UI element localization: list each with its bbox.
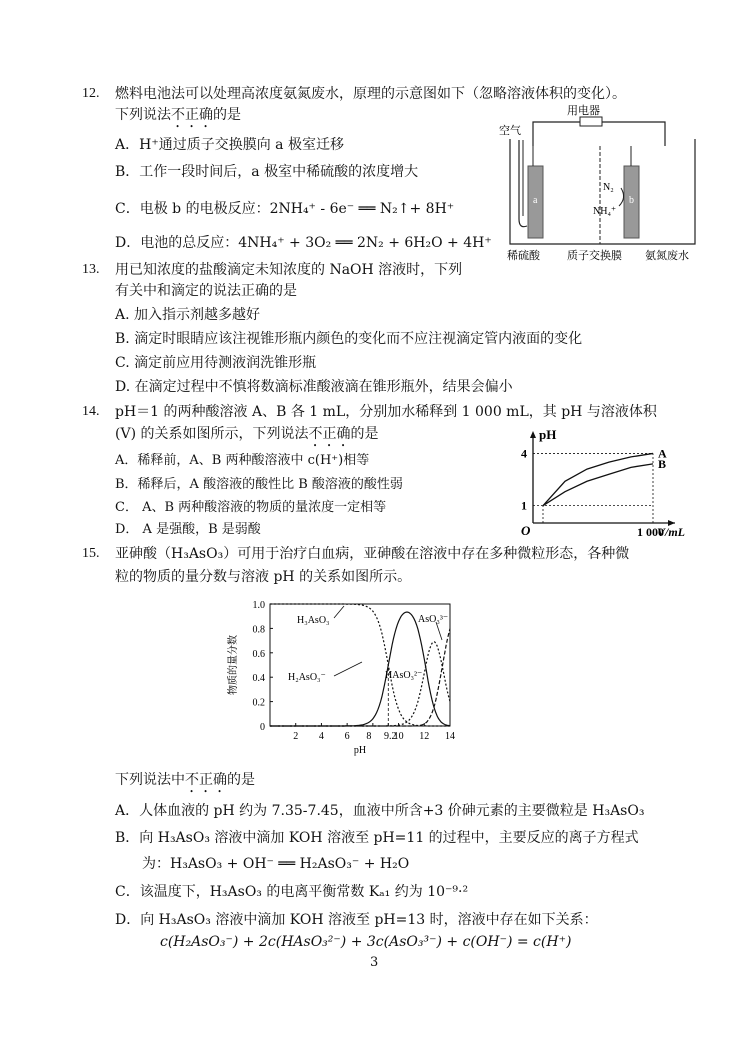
q14-option-a: A．稀释前，A、B 两种酸溶液中 c(H⁺)相等: [115, 453, 370, 468]
svg-text:a: a: [533, 195, 538, 206]
q13-option-a: A. 加入指示剂越多越好: [115, 307, 261, 323]
leader-line: [334, 662, 362, 676]
q12-option-b: B．工作一段时间后，a 极室中稀硫酸的浓度增大: [115, 164, 419, 180]
q13-option-b: B. 滴定时眼睛应该注视锥形瓶内颜色的变化而不应注视滴定管内液面的变化: [115, 331, 583, 347]
x-tick-label: 10: [393, 731, 404, 742]
series-label-A: A: [658, 446, 667, 461]
y-tick-label: 4: [521, 446, 527, 461]
y-tick-label: 1: [521, 498, 527, 513]
q15-number: 15.: [82, 546, 100, 561]
x-tick-label: 6: [344, 731, 350, 742]
x-axis-label: pH: [353, 745, 367, 756]
n2-label: N₂: [603, 182, 614, 193]
acid-label: 稀硫酸: [507, 250, 540, 262]
species-distribution-chart: [222, 592, 462, 764]
q12-stem-line1: 燃料电池法可以处理高浓度氨氮废水，原理的示意图如下（忽略溶液体积的变化）。: [115, 86, 626, 102]
q15-option-b-line2: 为：H₃AsO₃ + OH⁻ ══ H₂AsO₃⁻ + H₂O: [142, 856, 410, 872]
series-label-1: H₂AsO₃⁻: [288, 672, 326, 683]
q15-option-d-line1: D．向 H₃AsO₃ 溶液中滴加 KOH 溶液至 pH=13 时，溶液中存在如下关系：: [115, 912, 598, 928]
q12-stem-line2: 下列说法不正确的是: [115, 107, 241, 123]
series-label-B: B: [658, 456, 667, 471]
x-tick-label: 14: [445, 731, 455, 742]
species-curve-1: [270, 612, 450, 726]
q13-option-d: D. 在滴定过程中不慎将数滴标准酸液滴在锥形瓶外，结果会偏小: [115, 379, 513, 395]
q12-option-c: C．电极 b 的电极反应：2NH₄⁺ - 6e⁻ ══ N₂↑+ 8H⁺: [115, 201, 455, 217]
y-tick-label: 0: [260, 722, 265, 733]
y-axis-label: pH: [539, 427, 557, 442]
x-tick-label: 8: [366, 731, 372, 742]
x-tick-label: 4: [318, 731, 324, 742]
appliance-label: 用电器: [567, 105, 600, 117]
q15-sub-stem: 下列说法中不正确的是: [115, 772, 255, 788]
x-tick-label: 1 000: [637, 525, 664, 539]
y-tick-label: 0.2: [252, 697, 265, 709]
q15-option-c: C．该温度下，H₃AsO₃ 的电离平衡常数 Kₐ₁ 约为 10⁻⁹·²: [115, 884, 469, 900]
q13-stem-line1: 用已知浓度的盐酸滴定未知浓度的 NaOH 溶液时，下列: [115, 262, 463, 278]
y-tick-label: 0.8: [252, 624, 265, 636]
y-axis-arrow: [530, 431, 536, 438]
x-tick-label: 12: [419, 731, 430, 742]
y-axis-label: 物质的量分数: [228, 635, 239, 695]
series-line-A: [543, 453, 653, 505]
leader-line: [334, 606, 344, 618]
origin-label: O: [521, 523, 531, 538]
ph-dilution-chart: [505, 425, 685, 540]
q15-option-b-line1: B．向 H₃AsO₃ 溶液中滴加 KOH 溶液至 pH=11 的过程中，主要反应的离子方程式: [115, 830, 639, 846]
series-label-3: AsO₃³⁻: [418, 614, 449, 625]
fuel-cell-diagram: [495, 104, 705, 264]
q13-number: 13.: [82, 262, 100, 277]
x-tick-label: 2: [293, 731, 299, 742]
q13-option-c: C. 滴定前应用待测液润洗锥形瓶: [115, 355, 317, 371]
q14-option-d: D． A 是强酸，B 是弱酸: [115, 522, 261, 537]
air-label: 空气: [499, 125, 521, 137]
q12-option-d: D．电池的总反应：4NH₄⁺ + 3O₂ ══ 2N₂ + 6H₂O + 4H⁺: [115, 235, 492, 251]
page-number: 3: [370, 955, 379, 970]
q15-option-d-line2: c(H₂AsO₃⁻) + 2c(HAsO₃²⁻) + 3c(AsO₃³⁻) + c(OH⁻) = c(H⁺): [160, 934, 572, 950]
svg-text:b: b: [629, 195, 634, 206]
q12-number: 12.: [82, 86, 100, 101]
y-tick-label: 0.6: [252, 648, 265, 660]
q14-stem-line1: pH＝1 的两种酸溶液 A、B 各 1 mL，分别加水稀释到 1 000 mL，其 pH 与溶液体积: [115, 404, 657, 420]
q14-option-c: C． A、B 两种酸溶液的物质的量浓度一定相等: [115, 500, 387, 515]
q15-stem-line2: 粒的物质的量分数与溶液 pH 的关系如图所示。: [115, 569, 412, 585]
series-line-B: [543, 464, 653, 506]
q13-stem-line2: 有关中和滴定的说法正确的是: [115, 283, 297, 299]
q14-number: 14.: [82, 404, 100, 419]
q12-option-a: A．H⁺通过质子交换膜向 a 极室迁移: [115, 137, 344, 153]
q14-option-b: B．稀释后，A 酸溶液的酸性比 B 酸溶液的酸性弱: [115, 477, 403, 492]
nh4-label: NH₄⁺: [593, 206, 617, 217]
x-tick-label: 9.2: [384, 731, 397, 742]
series-label-2: HAsO₃²⁻: [385, 670, 423, 681]
q14-stem-line2: (V) 的关系如图所示，下列说法不正确的是: [115, 426, 379, 442]
waste-label: 氨氮废水: [645, 250, 689, 262]
y-tick-label: 0.4: [252, 673, 265, 685]
q15-stem-line1: 亚砷酸（H₃AsO₃）可用于治疗白血病，亚砷酸在溶液中存在多种微粒形态，各种微: [115, 546, 630, 562]
series-label-0: H₃AsO₃: [297, 615, 330, 626]
membrane-label: 质子交换膜: [567, 250, 622, 262]
q15-option-a: A．人体血液的 pH 约为 7.35-7.45，血液中所含+3 价砷元素的主要微粒是 H₃AsO₃: [115, 803, 645, 819]
x-axis-label: V/mL: [657, 525, 685, 539]
y-tick-label: 1.0: [252, 600, 265, 611]
